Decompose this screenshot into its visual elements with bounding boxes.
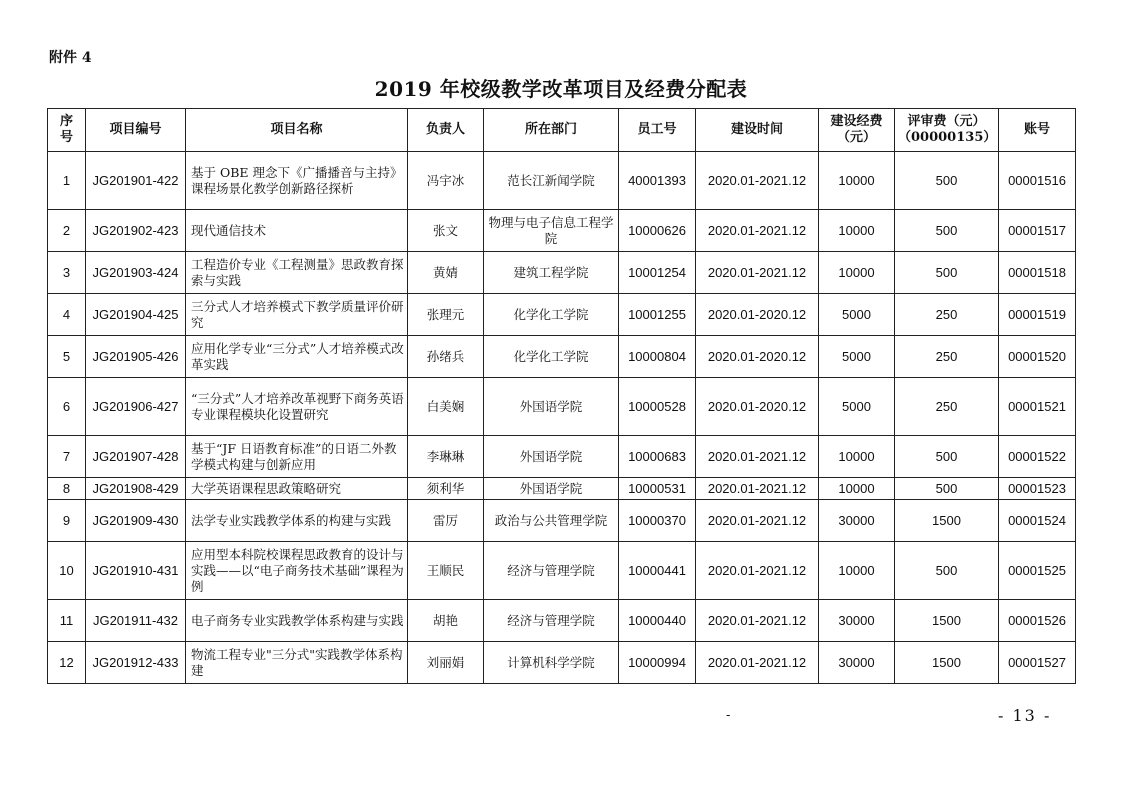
- row-account: 00001518: [999, 252, 1076, 294]
- header-staff-id: 员工号: [619, 109, 696, 152]
- row-seq: 1: [48, 152, 86, 210]
- row-account: 00001527: [999, 642, 1076, 684]
- row-dept: 计算机科学学院: [484, 642, 619, 684]
- row-review: 1500: [895, 642, 999, 684]
- row-leader: 雷厉: [408, 500, 484, 542]
- row-period: 2020.01-2021.12: [696, 500, 819, 542]
- row-seq: 2: [48, 210, 86, 252]
- row-dept: 经济与管理学院: [484, 600, 619, 642]
- row-review: 250: [895, 336, 999, 378]
- row-seq: 11: [48, 600, 86, 642]
- row-fund: 10000: [819, 478, 895, 500]
- row-staff-id: 10001254: [619, 252, 696, 294]
- row-dept: 经济与管理学院: [484, 542, 619, 600]
- row-review: 500: [895, 252, 999, 294]
- header-code: 项目编号: [86, 109, 186, 152]
- funding-table: [47, 108, 1076, 684]
- row-leader: 黄婧: [408, 252, 484, 294]
- row-review: 250: [895, 294, 999, 336]
- row-seq: 7: [48, 436, 86, 478]
- row-review: 1500: [895, 500, 999, 542]
- row-review: 1500: [895, 600, 999, 642]
- row-fund: 5000: [819, 294, 895, 336]
- row-dept: 外国语学院: [484, 478, 619, 500]
- row-staff-id: 10000531: [619, 478, 696, 500]
- row-leader: 张理元: [408, 294, 484, 336]
- row-leader: 须利华: [408, 478, 484, 500]
- row-code: JG201907-428: [86, 436, 186, 478]
- header-dept: 所在部门: [484, 109, 619, 152]
- row-fund: 10000: [819, 152, 895, 210]
- row-leader: 白美娴: [408, 378, 484, 436]
- row-code: JG201908-429: [86, 478, 186, 500]
- row-name: 大学英语课程思政策略研究: [186, 478, 408, 500]
- row-period: 2020.01-2020.12: [696, 294, 819, 336]
- row-staff-id: 10000994: [619, 642, 696, 684]
- row-review: 500: [895, 436, 999, 478]
- row-fund: 5000: [819, 336, 895, 378]
- attachment-label: 附件 4: [49, 50, 92, 66]
- row-account: 00001526: [999, 600, 1076, 642]
- row-name: 应用化学专业“三分式”人才培养模式改革实践: [186, 336, 408, 378]
- row-fund: 10000: [819, 210, 895, 252]
- row-name: 法学专业实践教学体系的构建与实践: [186, 500, 408, 542]
- row-period: 2020.01-2021.12: [696, 436, 819, 478]
- row-code: JG201901-422: [86, 152, 186, 210]
- row-fund: 30000: [819, 600, 895, 642]
- row-code: JG201911-432: [86, 600, 186, 642]
- row-staff-id: 10000683: [619, 436, 696, 478]
- row-staff-id: 10000804: [619, 336, 696, 378]
- row-dept: 政治与公共管理学院: [484, 500, 619, 542]
- header-period: 建设时间: [696, 109, 819, 152]
- row-code: JG201905-426: [86, 336, 186, 378]
- row-period: 2020.01-2021.12: [696, 210, 819, 252]
- row-leader: 冯宇冰: [408, 152, 484, 210]
- table-row: [48, 378, 1076, 436]
- row-code: JG201912-433: [86, 642, 186, 684]
- row-period: 2020.01-2021.12: [696, 252, 819, 294]
- row-name: 工程造价专业《工程测量》思政教育探索与实践: [186, 252, 408, 294]
- row-account: 00001516: [999, 152, 1076, 210]
- row-account: 00001525: [999, 542, 1076, 600]
- row-staff-id: 10000441: [619, 542, 696, 600]
- row-review: 500: [895, 478, 999, 500]
- table-row: [48, 600, 1076, 642]
- row-code: JG201910-431: [86, 542, 186, 600]
- row-account: 00001521: [999, 378, 1076, 436]
- header-review: 评审费（元） （00000135）: [895, 109, 999, 152]
- row-period: 2020.01-2020.12: [696, 336, 819, 378]
- row-staff-id: 10000528: [619, 378, 696, 436]
- row-seq: 9: [48, 500, 86, 542]
- row-leader: 张文: [408, 210, 484, 252]
- row-fund: 5000: [819, 378, 895, 436]
- row-review: 250: [895, 378, 999, 436]
- row-review: 500: [895, 152, 999, 210]
- row-name: 基于“JF 日语教育标准”的日语二外教学模式构建与创新应用: [186, 436, 408, 478]
- row-leader: 李琳琳: [408, 436, 484, 478]
- header-fund: 建设经费 （元）: [819, 109, 895, 152]
- row-leader: 孙绪兵: [408, 336, 484, 378]
- row-name: 基于 OBE 理念下《广播播音与主持》课程场景化教学创新路径探析: [186, 152, 408, 210]
- row-dept: 化学化工学院: [484, 336, 619, 378]
- table-row: [48, 436, 1076, 478]
- row-seq: 5: [48, 336, 86, 378]
- row-account: 00001519: [999, 294, 1076, 336]
- table-row: [48, 478, 1076, 500]
- row-name: 电子商务专业实践教学体系构建与实践: [186, 600, 408, 642]
- table-row: [48, 500, 1076, 542]
- row-period: 2020.01-2021.12: [696, 478, 819, 500]
- row-dept: 建筑工程学院: [484, 252, 619, 294]
- row-period: 2020.01-2021.12: [696, 600, 819, 642]
- table-row: [48, 210, 1076, 252]
- row-staff-id: 10000370: [619, 500, 696, 542]
- row-code: JG201903-424: [86, 252, 186, 294]
- row-seq: 3: [48, 252, 86, 294]
- row-staff-id: 10000626: [619, 210, 696, 252]
- row-name: 物流工程专业"三分式"实践教学体系构建: [186, 642, 408, 684]
- row-staff-id: 10001255: [619, 294, 696, 336]
- table-row: [48, 542, 1076, 600]
- header-leader: 负责人: [408, 109, 484, 152]
- row-period: 2020.01-2021.12: [696, 542, 819, 600]
- row-dept: 物理与电子信息工程学院: [484, 210, 619, 252]
- table-row: [48, 294, 1076, 336]
- row-code: JG201902-423: [86, 210, 186, 252]
- row-period: 2020.01-2021.12: [696, 152, 819, 210]
- row-name: 三分式人才培养模式下教学质量评价研究: [186, 294, 408, 336]
- row-dept: 化学化工学院: [484, 294, 619, 336]
- row-account: 00001522: [999, 436, 1076, 478]
- row-leader: 刘丽娟: [408, 642, 484, 684]
- row-leader: 王顺民: [408, 542, 484, 600]
- row-leader: 胡艳: [408, 600, 484, 642]
- row-fund: 30000: [819, 500, 895, 542]
- row-dept: 外国语学院: [484, 436, 619, 478]
- row-account: 00001517: [999, 210, 1076, 252]
- row-seq: 6: [48, 378, 86, 436]
- row-code: JG201909-430: [86, 500, 186, 542]
- row-fund: 10000: [819, 436, 895, 478]
- document-title: 2019 年校级教学改革项目及经费分配表: [374, 77, 748, 101]
- row-dept: 外国语学院: [484, 378, 619, 436]
- row-code: JG201904-425: [86, 294, 186, 336]
- table-header-row: [48, 109, 1076, 152]
- row-review: 500: [895, 542, 999, 600]
- header-account: 账号: [999, 109, 1076, 152]
- table-row: [48, 252, 1076, 294]
- row-code: JG201906-427: [86, 378, 186, 436]
- table-row: [48, 336, 1076, 378]
- table-row: [48, 152, 1076, 210]
- row-fund: 10000: [819, 542, 895, 600]
- row-seq: 4: [48, 294, 86, 336]
- row-account: 00001523: [999, 478, 1076, 500]
- row-fund: 10000: [819, 252, 895, 294]
- page-number: - 13 -: [998, 706, 1052, 725]
- header-name: 项目名称: [186, 109, 408, 152]
- row-staff-id: 10000440: [619, 600, 696, 642]
- row-dept: 范长江新闻学院: [484, 152, 619, 210]
- table-row: [48, 642, 1076, 684]
- row-account: 00001524: [999, 500, 1076, 542]
- row-period: 2020.01-2021.12: [696, 642, 819, 684]
- row-fund: 30000: [819, 642, 895, 684]
- row-staff-id: 40001393: [619, 152, 696, 210]
- row-seq: 12: [48, 642, 86, 684]
- row-name: “三分式”人才培养改革视野下商务英语专业课程模块化设置研究: [186, 378, 408, 436]
- row-seq: 8: [48, 478, 86, 500]
- footer-dash: -: [726, 708, 731, 723]
- header-seq: 序 号: [48, 109, 86, 152]
- row-account: 00001520: [999, 336, 1076, 378]
- row-name: 现代通信技术: [186, 210, 408, 252]
- row-period: 2020.01-2020.12: [696, 378, 819, 436]
- row-review: 500: [895, 210, 999, 252]
- row-name: 应用型本科院校课程思政教育的设计与实践——以“电子商务技术基础”课程为例: [186, 542, 408, 600]
- row-seq: 10: [48, 542, 86, 600]
